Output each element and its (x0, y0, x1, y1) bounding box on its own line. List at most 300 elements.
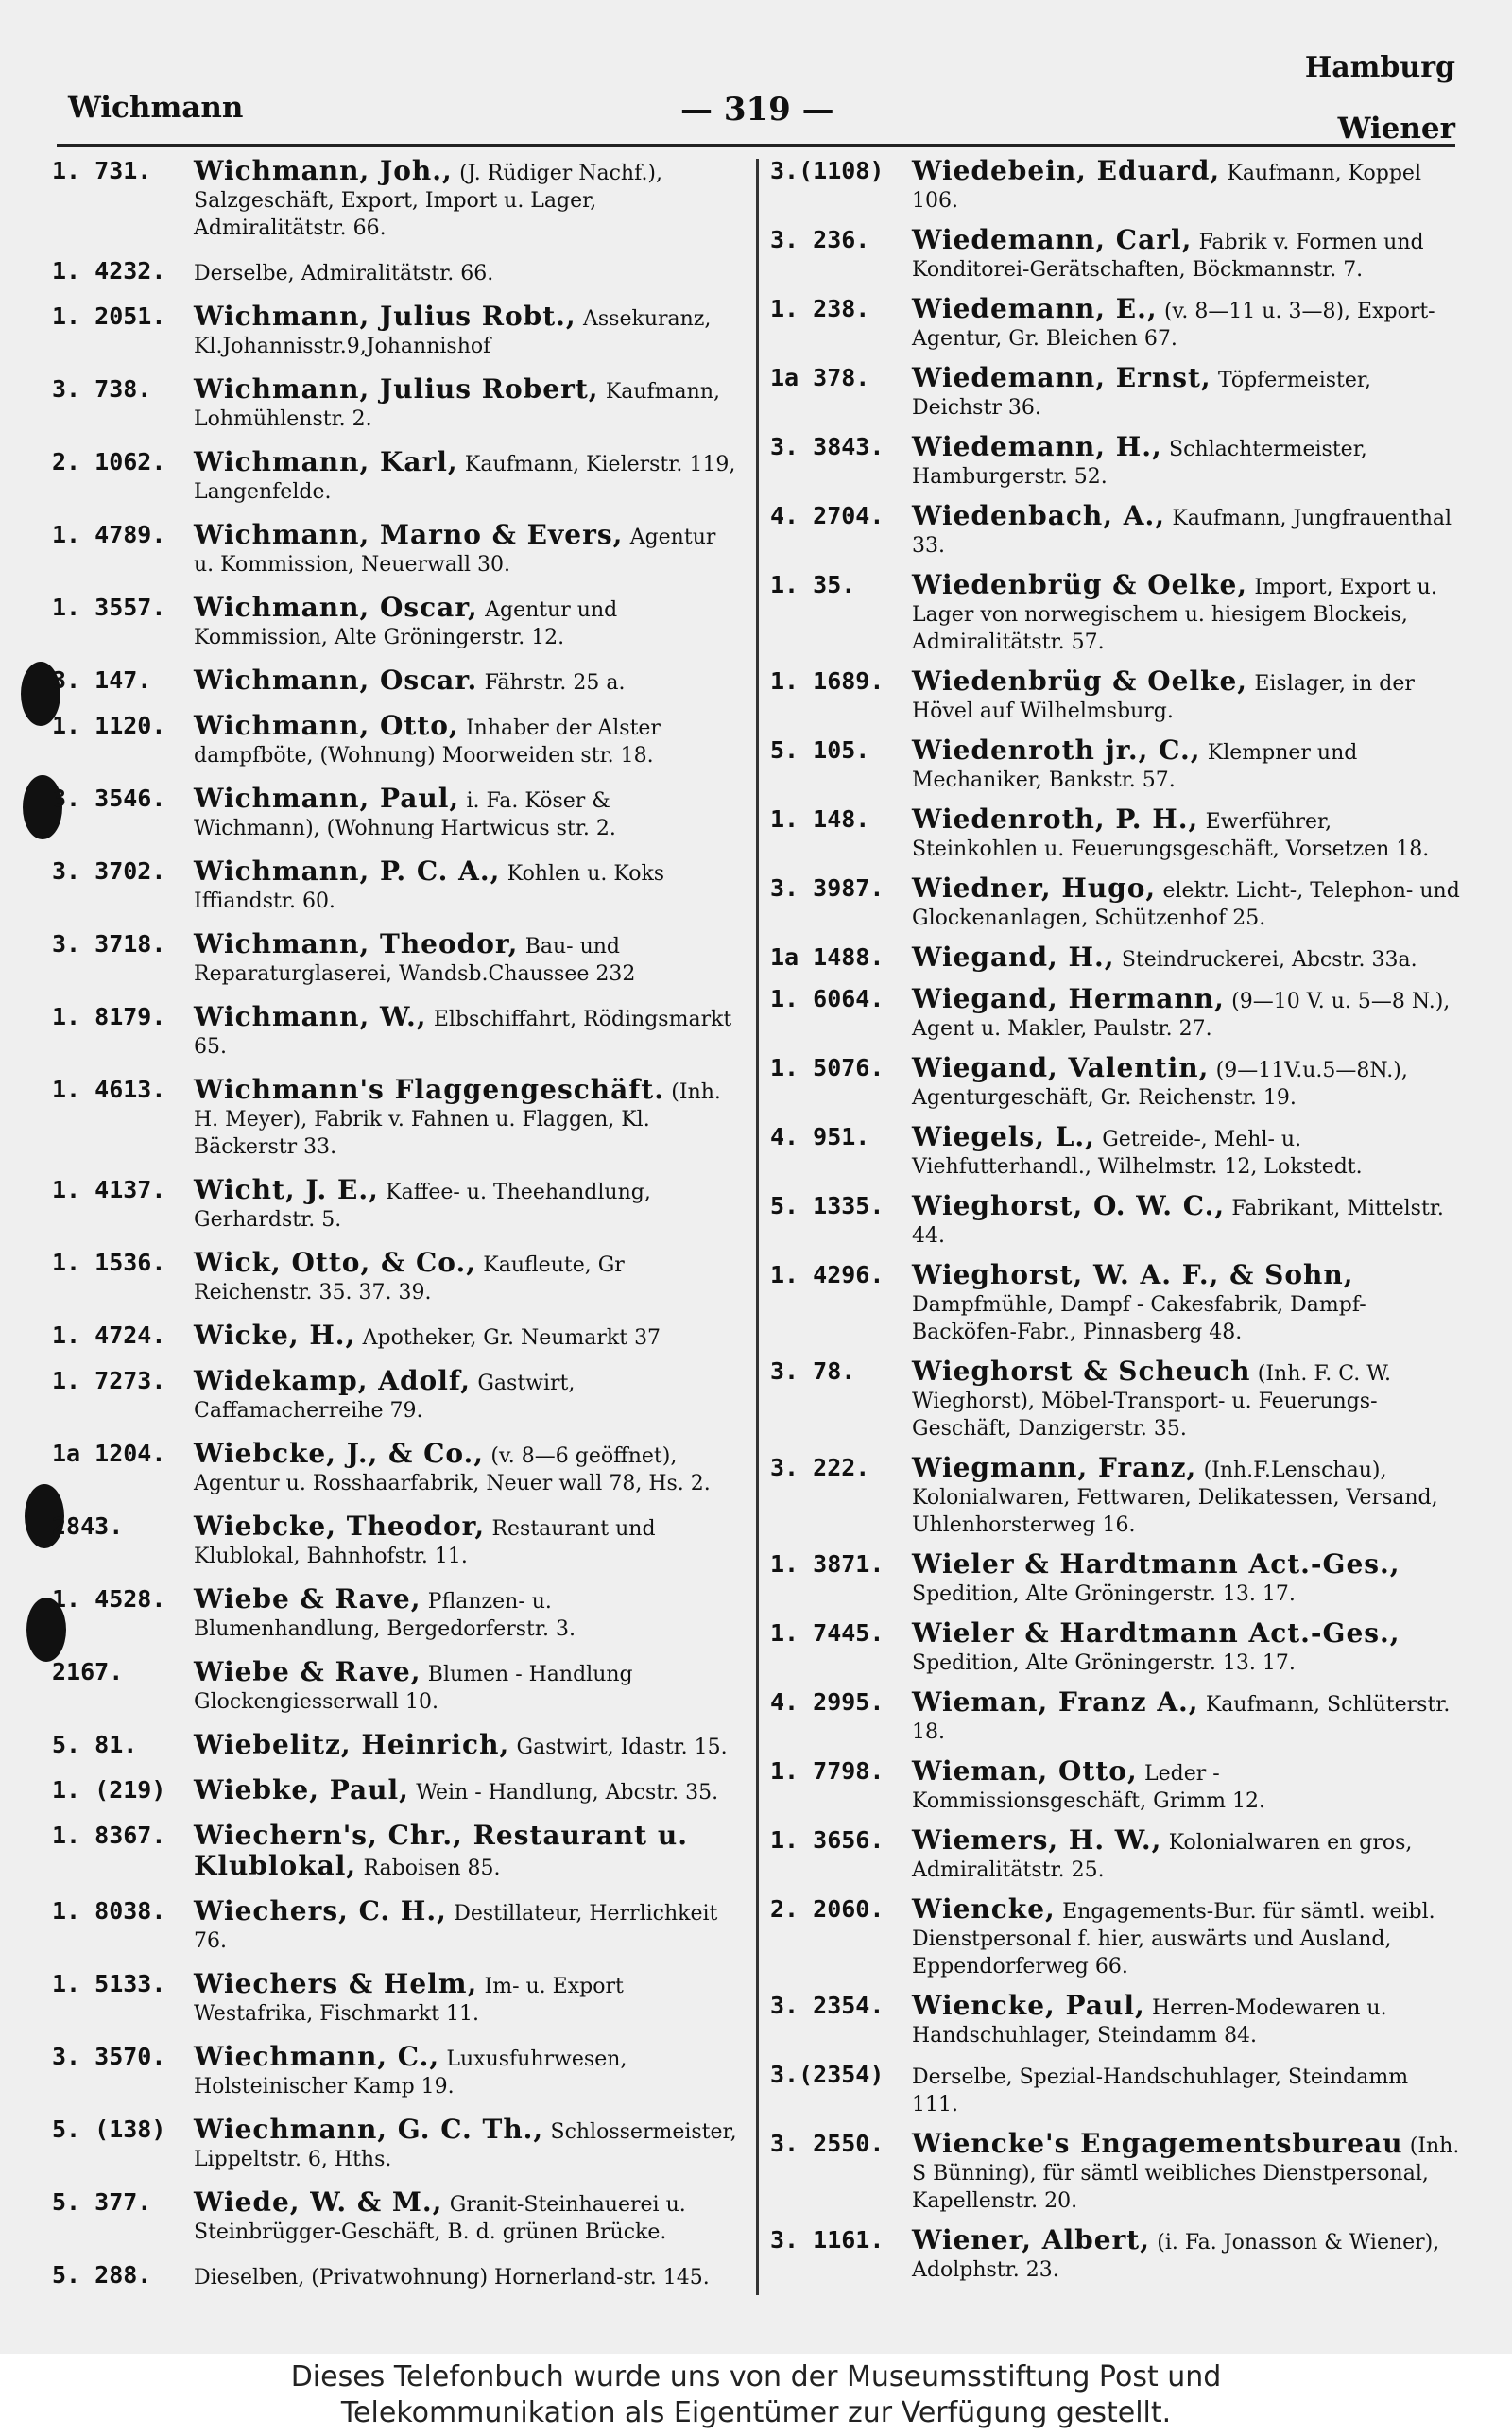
directory-entry (52, 1440, 742, 1497)
phone-number: 1. 35. (770, 571, 856, 598)
subscriber-details: Im- u. Export Westafrika, Fischmarkt 11. (194, 1975, 624, 2026)
subscriber-name: Wiegand, Valentin, (912, 1052, 1210, 1083)
phone-number: 3. 236. (770, 226, 870, 253)
phone-number: 5. 1335. (770, 1192, 885, 1219)
subscriber-name: Wiedemann, E., (912, 293, 1158, 324)
entry-text (912, 157, 1460, 215)
subscriber-name: Wieman, Otto, (912, 1755, 1138, 1787)
subscriber-details: Getreide-, Mehl- u. Viehfutterhandl., Wilhelmstr. 12, Lokstedt. (912, 1128, 1363, 1179)
directory-entry (52, 857, 742, 915)
entry-text (912, 985, 1460, 1043)
entry-text (194, 666, 742, 697)
directory-entry (52, 2188, 742, 2246)
subscriber-name: Wieler & Hardtmann Act.-Ges., (912, 1617, 1400, 1649)
subscriber-name: Wichmann, P. C. A., (194, 855, 501, 887)
subscriber-details: Kaufmann, Kielerstr. 119, Langenfelde. (194, 453, 736, 504)
phone-number: 1. 4613. (52, 1076, 166, 1103)
phone-number: 1. 7445. (770, 1619, 885, 1647)
directory-entry (770, 433, 1460, 491)
phone-number: 1. 1689. (770, 667, 885, 695)
phone-number: 2843. (52, 1512, 124, 1540)
entry-text (194, 157, 742, 242)
directory-entry (770, 2226, 1460, 2284)
subscriber-name: Wiedemann, Ernst, (912, 362, 1211, 393)
entry-text (194, 1076, 742, 1161)
phone-number: 1. 5076. (770, 1054, 885, 1081)
subscriber-details: Kohlen u. Koks Iffiandstr. 60. (194, 862, 665, 913)
entry-text (194, 785, 742, 842)
phone-number: 1. 4724. (52, 1322, 166, 1349)
subscriber-details: elektr. Licht-, Telephon- und Glockenanlagen, Schützenhof 25. (912, 879, 1460, 930)
entry-text (912, 433, 1460, 491)
entry-text (912, 1123, 1460, 1181)
subscriber-name: Wiebelitz, Heinrich, (194, 1729, 510, 1760)
subscriber-details: (Inh. H. Meyer), Fabrik v. Fahnen u. Flaggen, Kl. Bäckerstr 33. (194, 1080, 721, 1159)
subscriber-name: Wiedemann, H., (912, 431, 1162, 462)
entry-text (912, 1826, 1460, 1884)
directory-entry (770, 1123, 1460, 1181)
entry-text (194, 375, 742, 433)
header-left-keyword: Wichmann (68, 91, 244, 125)
entry-text (912, 1688, 1460, 1746)
footer-line-1: Dieses Telefonbuch wurde uns von der Museumsstiftung Post und (290, 2360, 1222, 2393)
entry-text (194, 1897, 742, 1955)
phone-number: 3.(2354) (770, 2061, 885, 2088)
phone-number: 3. 3718. (52, 930, 166, 958)
subscriber-details: (Inh. F. C. W. Wieghorst), Möbel-Transport- u. Feuerungs-Geschäft, Danzigerstr. 35. (912, 1362, 1391, 1441)
subscriber-name: Wichmann, Karl, (194, 446, 458, 477)
subscriber-name: Wiencke, (912, 1893, 1056, 1925)
phone-number: 2. 1062. (52, 448, 166, 475)
column-divider (756, 159, 759, 2295)
entry-text (912, 1619, 1460, 1677)
phone-number: 1. 8179. (52, 1003, 166, 1030)
subscriber-details: (9—10 V. u. 5—8 N.), Agent u. Makler, Paulstr. 27. (912, 990, 1451, 1041)
directory-entry (52, 1003, 742, 1061)
subscriber-details: Schlachtermeister, Hamburgerstr. 52. (912, 438, 1367, 489)
subscriber-name: Wiemers, H. W., (912, 1824, 1162, 1856)
directory-entry (770, 943, 1460, 974)
phone-number: 1. 5133. (52, 1970, 166, 1997)
phone-number: 1. 8038. (52, 1897, 166, 1925)
subscriber-details: Steindruckerei, Abcstr. 33a. (1121, 948, 1418, 972)
entry-text (912, 571, 1460, 656)
subscriber-details: Pflanzen- u. Blumenhandlung, Bergedorferstr. 3. (194, 1590, 576, 1641)
phone-number: 3. 78. (770, 1357, 856, 1385)
subscriber-name: Wichmann, Julius Robert, (194, 373, 599, 405)
subscriber-details: (J. Rüdiger Nachf.), Salzgeschäft, Export, Import u. Lager, Admiralitätstr. 66. (194, 162, 663, 240)
phone-number: 5. 377. (52, 2188, 152, 2216)
entry-text (194, 1731, 742, 1761)
subscriber-name: Wiebe & Rave, (194, 1656, 421, 1687)
phone-number: 1. 4232. (52, 257, 166, 285)
directory-entry (52, 1970, 742, 2028)
subscriber-details: Leder - Kommissionsgeschäft, Grimm 12. (912, 1762, 1265, 1813)
phone-number: 4. 2704. (770, 502, 885, 529)
phone-number: 2. 2060. (770, 1895, 885, 1923)
phone-number: 1. 6064. (770, 985, 885, 1012)
subscriber-details: Import, Export u. Lager von norwegischem u. hiesigem Blockeis, Admiralitätstr. 57. (912, 576, 1437, 654)
header-city: Hamburg (1304, 51, 1455, 84)
footer-line-2: Telekommunikation als Eigentümer zur Verfügung gestellt. (340, 2396, 1172, 2429)
subscriber-name: Wick, Otto, & Co., (194, 1247, 476, 1278)
entry-text (912, 667, 1460, 725)
subscriber-name: Wieghorst, W. A. F., & Sohn, (912, 1259, 1354, 1290)
directory-entry (770, 1757, 1460, 1815)
entry-text (912, 364, 1460, 422)
entry-text (912, 805, 1460, 863)
subscriber-details: Gastwirt, Idastr. 15. (516, 1736, 728, 1759)
entry-text (194, 302, 742, 360)
directory-entry (52, 1512, 742, 1570)
directory-entry (52, 712, 742, 769)
directory-entry (770, 364, 1460, 422)
directory-entry (52, 1367, 742, 1425)
subscriber-name: Wiedenroth, P. H., (912, 803, 1199, 835)
subscriber-name: Wiencke, Paul, (912, 1990, 1145, 2021)
subscriber-details: Bau- und Reparaturglaserei, Wandsb.Chaussee 232 (194, 935, 636, 986)
subscriber-details: Fabrikant, Mittelstr. 44. (912, 1197, 1444, 1248)
subscriber-details: Spedition, Alte Gröningerstr. 13. 17. (912, 1582, 1296, 1606)
subscriber-details: i. Fa. Köser & Wichmann), (Wohnung Hartwicus str. 2. (194, 789, 616, 840)
subscriber-name: Wiechern's, Chr., Restaurant u. Klublokal, (194, 1820, 688, 1881)
phone-number: 1. 7273. (52, 1367, 166, 1394)
subscriber-details: Luxusfuhrwesen, Holsteinischer Kamp 19. (194, 2047, 627, 2099)
phone-number: 1. 148. (770, 805, 870, 833)
entry-text (912, 295, 1460, 353)
directory-entry (52, 1658, 742, 1716)
entry-text (194, 1249, 742, 1306)
directory-entry (52, 2043, 742, 2100)
directory-entry (770, 1895, 1460, 1980)
phone-number: 1. 4528. (52, 1585, 166, 1613)
subscriber-name: Wiede, W. & M., (194, 2186, 443, 2218)
entry-text (912, 1261, 1460, 1346)
entry-text (194, 2261, 742, 2291)
directory-entry (770, 1550, 1460, 1608)
subscriber-details: Restaurant und Klublokal, Bahnhofstr. 11. (194, 1517, 656, 1568)
directory-entry (52, 1822, 742, 1882)
phone-number: 1. 3871. (770, 1550, 885, 1578)
subscriber-details: Raboisen 85. (363, 1857, 501, 1880)
entry-text (194, 2043, 742, 2100)
entry-text (912, 1454, 1460, 1539)
entry-text (194, 930, 742, 988)
subscriber-details: Kaufmann, Jungfrauenthal 33. (912, 507, 1452, 558)
subscriber-name: Wichmann, Otto, (194, 710, 459, 741)
subscriber-name: Wichmann, Paul, (194, 783, 460, 814)
phone-number: 3. 222. (770, 1454, 870, 1481)
subscriber-details: Fabrik v. Formen und Konditorei-Gerätschaften, Böckmannstr. 7. (912, 231, 1424, 282)
entry-text (912, 1895, 1460, 1980)
phone-number: 5. 105. (770, 736, 870, 764)
header-right-keyword: Wiener (1337, 112, 1455, 146)
subscriber-name: Wichmann, Oscar, (194, 592, 478, 623)
subscriber-name: Wichmann, Oscar. (194, 665, 478, 696)
phone-number: 1. 4789. (52, 521, 166, 548)
directory-entry (770, 2130, 1460, 2215)
directory-entry (52, 1176, 742, 1234)
phone-number: 1. 3656. (770, 1826, 885, 1854)
directory-entry (770, 157, 1460, 215)
subscriber-name: Wiener, Albert, (912, 2224, 1150, 2255)
subscriber-name: Wichmann, Theodor, (194, 928, 519, 959)
directory-entry (770, 1261, 1460, 1346)
phone-number: 1. 238. (770, 295, 870, 322)
subscriber-name: Wichmann, Marno & Evers, (194, 519, 624, 550)
entry-text (194, 594, 742, 651)
subscriber-name: Wiebcke, J., & Co., (194, 1438, 485, 1469)
subscriber-name: Wiebcke, Theodor, (194, 1511, 486, 1542)
subscriber-details: (Inh. S Bünning), für sämtl weibliches Dienstpersonal, Kapellenstr. 20. (912, 2134, 1460, 2213)
phone-number: 3.(1108) (770, 157, 885, 184)
subscriber-details: Apotheker, Gr. Neumarkt 37 (362, 1326, 662, 1350)
subscriber-details: (v. 8—6 geöffnet), Agentur u. Rosshaarfabrik, Neuer wall 78, Hs. 2. (194, 1444, 711, 1495)
subscriber-details: (Inh.F.Lenschau), Kolonialwaren, Fettwaren, Delikatessen, Versand, Uhlenhorsterweg 16. (912, 1459, 1438, 1537)
phone-number: 3. 3570. (52, 2043, 166, 2070)
directory-entry (770, 985, 1460, 1043)
entry-text (194, 1003, 742, 1061)
subscriber-name: Wiedemann, Carl, (912, 224, 1193, 255)
subscriber-details: Destillateur, Herrlichkeit 76. (194, 1902, 718, 1953)
subscriber-details: (i. Fa. Jonasson & Wiener), Adolphstr. 23. (912, 2231, 1440, 2282)
phone-number: 1a 1488. (770, 943, 885, 971)
phone-number: 1a 1204. (52, 1440, 166, 1467)
subscriber-details: (9—11V.u.5—8N.), Agenturgeschäft, Gr. Reichenstr. 19. (912, 1059, 1408, 1110)
subscriber-name: Wiedenbrüg & Oelke, (912, 569, 1247, 600)
subscriber-name: Wiencke's Engagementsbureau (912, 2128, 1403, 2159)
entry-text (194, 448, 742, 506)
subscriber-details: Kolonialwaren en gros, Admiralitätstr. 25. (912, 1831, 1413, 1882)
subscriber-details: Gastwirt, Caffamacherreihe 79. (194, 1372, 576, 1423)
directory-entry (770, 1192, 1460, 1250)
entry-text (194, 1367, 742, 1425)
subscriber-name: Wiegels, L., (912, 1121, 1095, 1152)
subscriber-name: Wieler & Hardtmann Act.-Ges., (912, 1548, 1400, 1580)
directory-entry (52, 1322, 742, 1352)
entry-text (194, 1970, 742, 2028)
phone-number: 5. 288. (52, 2261, 152, 2289)
subscriber-name: Wicke, H., (194, 1320, 356, 1351)
subscriber-details: Kaufleute, Gr Reichenstr. 35. 37. 39. (194, 1253, 625, 1304)
directory-entry (52, 375, 742, 433)
subscriber-details: Spedition, Alte Gröningerstr. 13. 17. (912, 1651, 1296, 1675)
phone-number: 3. 3843. (770, 433, 885, 460)
subscriber-name: Wieghorst, O. W. C., (912, 1190, 1226, 1221)
subscriber-details: Dampfmühle, Dampf - Cakesfabrik, Dampf-Backöfen-Fabr., Pinnasberg 48. (912, 1293, 1366, 1344)
subscriber-name: Wiedebein, Eduard, (912, 155, 1221, 186)
subscriber-name: Wiechers & Helm, (194, 1968, 478, 1999)
footer-notice (0, 2354, 1512, 2436)
subscriber-details: Töpfermeister, Deichstr 36. (912, 369, 1371, 420)
subscriber-details: Dieselben, (Privatwohnung) Hornerland-str. 145. (194, 2266, 710, 2289)
subscriber-details: Ewerführer, Steinkohlen u. Feuerungsgeschäft, Vorsetzen 18. (912, 810, 1430, 861)
entry-text (194, 1440, 742, 1497)
subscriber-name: Wiedenbrüg & Oelke, (912, 665, 1247, 697)
subscriber-name: Wichmann, Julius Robt., (194, 301, 576, 332)
entry-text (912, 1757, 1460, 1815)
phone-number: 3. 2550. (770, 2130, 885, 2157)
directory-entry (770, 1688, 1460, 1746)
subscriber-name: Wicht, J. E., (194, 1174, 379, 1205)
phone-number: 1. 4296. (770, 1261, 885, 1288)
entry-text (194, 521, 742, 579)
phone-number: 4. 951. (770, 1123, 870, 1150)
directory-entry (770, 1619, 1460, 1677)
header-rule (57, 144, 1455, 147)
right-column (770, 157, 1460, 2295)
directory-entry (52, 1585, 742, 1643)
directory-entry (52, 2261, 742, 2291)
entry-text (912, 1054, 1460, 1112)
subscriber-details: Herren-Modewaren u. Handschuhlager, Steindamm 84. (912, 1996, 1387, 2047)
subscriber-details: Klempner und Mechaniker, Bankstr. 57. (912, 741, 1358, 792)
directory-entry (52, 2116, 742, 2173)
entry-text (194, 2116, 742, 2173)
entry-text (912, 1357, 1460, 1443)
subscriber-details: Granit-Steinhauerei u. Steinbrügger-Geschäft, B. d. grünen Brücke. (194, 2193, 686, 2244)
entry-text (194, 1776, 742, 1806)
phone-number: 1. 1120. (52, 712, 166, 739)
phone-number: 2167. (52, 1658, 124, 1685)
phone-number: 1. 8367. (52, 1822, 166, 1849)
subscriber-details: Assekuranz, Kl.Johannisstr.9,Johannishof (194, 307, 712, 358)
subscriber-details: Derselbe, Spezial-Handschuhlager, Steindamm 111. (912, 2065, 1409, 2116)
directory-entry (770, 1992, 1460, 2049)
phone-number: 4. 2995. (770, 1688, 885, 1716)
phone-number: 3. 3546. (52, 785, 166, 812)
directory-entry (52, 157, 742, 242)
subscriber-details: Blumen - Handlung Glockengiesserwall 10. (194, 1663, 633, 1714)
entry-text (912, 874, 1460, 932)
subscriber-name: Wiechmann, C., (194, 2041, 440, 2072)
subscriber-details: Kaufmann, Schlüterstr. 18. (912, 1693, 1451, 1744)
directory-entry (52, 521, 742, 579)
directory-entry (770, 1454, 1460, 1539)
directory-entry (770, 667, 1460, 725)
directory-entry (52, 930, 742, 988)
entry-text (194, 857, 742, 915)
directory-entry (52, 448, 742, 506)
subscriber-details: Agentur und Kommission, Alte Gröningerstr. 12. (194, 598, 618, 649)
subscriber-details: Elbschiffahrt, Rödingsmarkt 65. (194, 1008, 732, 1059)
subscriber-details: Schlossermeister, Lippeltstr. 6, Hths. (194, 2120, 737, 2171)
subscriber-name: Wichmann, W., (194, 1001, 427, 1032)
subscriber-name: Wiedenbach, A., (912, 500, 1165, 531)
phone-number: 1. 2051. (52, 302, 166, 330)
subscriber-name: Wiegmann, Franz, (912, 1452, 1197, 1483)
phone-number: 3. 3987. (770, 874, 885, 902)
directory-entry (770, 736, 1460, 794)
directory-entry (770, 571, 1460, 656)
phone-number: 3. 738. (52, 375, 152, 403)
subscriber-details: Engagements-Bur. für sämtl. weibl. Dienstpersonal f. hier, auswärts und Ausland, Eppendorferweg 66. (912, 1900, 1435, 1978)
entry-text (912, 1992, 1460, 2049)
directory-entry (52, 1731, 742, 1761)
directory-entry (770, 874, 1460, 932)
phone-number: 1. 1536. (52, 1249, 166, 1276)
subscriber-name: Wiegand, Hermann, (912, 983, 1225, 1014)
phone-number: 1a 378. (770, 364, 870, 391)
subscriber-name: Wieghorst & Scheuch (912, 1356, 1251, 1387)
subscriber-details: Fährstr. 25 a. (484, 671, 626, 695)
entry-text (194, 1585, 742, 1643)
subscriber-name: Wichmann, Joh., (194, 155, 453, 186)
entry-text (194, 712, 742, 769)
phone-number: 1. 7798. (770, 1757, 885, 1785)
directory-entry (770, 1826, 1460, 1884)
entry-text (194, 1822, 742, 1882)
directory-entry (770, 805, 1460, 863)
entry-text (194, 1512, 742, 1570)
entry-text (912, 2226, 1460, 2284)
phone-number: 5. 81. (52, 1731, 138, 1758)
phone-number: 1. 731. (52, 157, 152, 184)
directory-entry (770, 1357, 1460, 1443)
subscriber-details: Wein - Handlung, Abcstr. 35. (416, 1781, 719, 1805)
subscriber-details: Kaufmann, Koppel 106. (912, 162, 1421, 213)
directory-entry (52, 1249, 742, 1306)
entry-text (912, 2061, 1460, 2118)
directory-entry (52, 1897, 742, 1955)
left-column (52, 157, 742, 2306)
subscriber-details: Eislager, in der Hövel auf Wilhelmsburg. (912, 672, 1415, 723)
phone-number: 3. 147. (52, 666, 152, 694)
entry-text (912, 226, 1460, 284)
directory-entry (770, 1054, 1460, 1112)
phone-number: 3. 1161. (770, 2226, 885, 2254)
phone-number: 3. 3702. (52, 857, 166, 885)
subscriber-name: Wiedenroth jr., C., (912, 734, 1201, 766)
phone-number: 1. (219) (52, 1776, 166, 1804)
entry-text (194, 257, 742, 287)
directory-entry (770, 295, 1460, 353)
directory-entry (770, 2061, 1460, 2118)
subscriber-name: Wiechers, C. H., (194, 1895, 447, 1926)
entry-text (912, 736, 1460, 794)
directory-entry (52, 1076, 742, 1161)
page-number: — 319 — (680, 91, 834, 129)
subscriber-name: Wiechmann, G. C. Th., (194, 2114, 544, 2145)
directory-entry (52, 257, 742, 287)
phone-number: 5. (138) (52, 2116, 166, 2143)
entry-text (194, 1322, 742, 1352)
subscriber-details: Agentur u. Kommission, Neuerwall 30. (194, 526, 716, 577)
phone-number: 1. 3557. (52, 594, 166, 621)
subscriber-details: Kaffee- u. Theehandlung, Gerhardstr. 5. (194, 1181, 651, 1232)
directory-entry (52, 785, 742, 842)
subscriber-name: Wieman, Franz A., (912, 1686, 1199, 1718)
entry-text (912, 2130, 1460, 2215)
directory-entry (770, 226, 1460, 284)
entry-text (912, 943, 1460, 974)
subscriber-name: Wiegand, H., (912, 942, 1115, 973)
entry-text (912, 502, 1460, 560)
subscriber-details: Kaufmann, Lohmühlenstr. 2. (194, 380, 720, 431)
directory-entry (52, 1776, 742, 1806)
directory-entry (52, 666, 742, 697)
subscriber-name: Wiedner, Hugo, (912, 872, 1157, 904)
directory-entry (770, 502, 1460, 560)
directory-entry (52, 302, 742, 360)
subscriber-name: Wiebe & Rave, (194, 1583, 421, 1615)
entry-text (194, 1176, 742, 1234)
subscriber-details: Derselbe, Admiralitätstr. 66. (194, 262, 494, 285)
phone-number: 3. 2354. (770, 1992, 885, 2019)
subscriber-name: Widekamp, Adolf, (194, 1365, 472, 1396)
phone-number: 1. 4137. (52, 1176, 166, 1203)
entry-text (194, 2188, 742, 2246)
